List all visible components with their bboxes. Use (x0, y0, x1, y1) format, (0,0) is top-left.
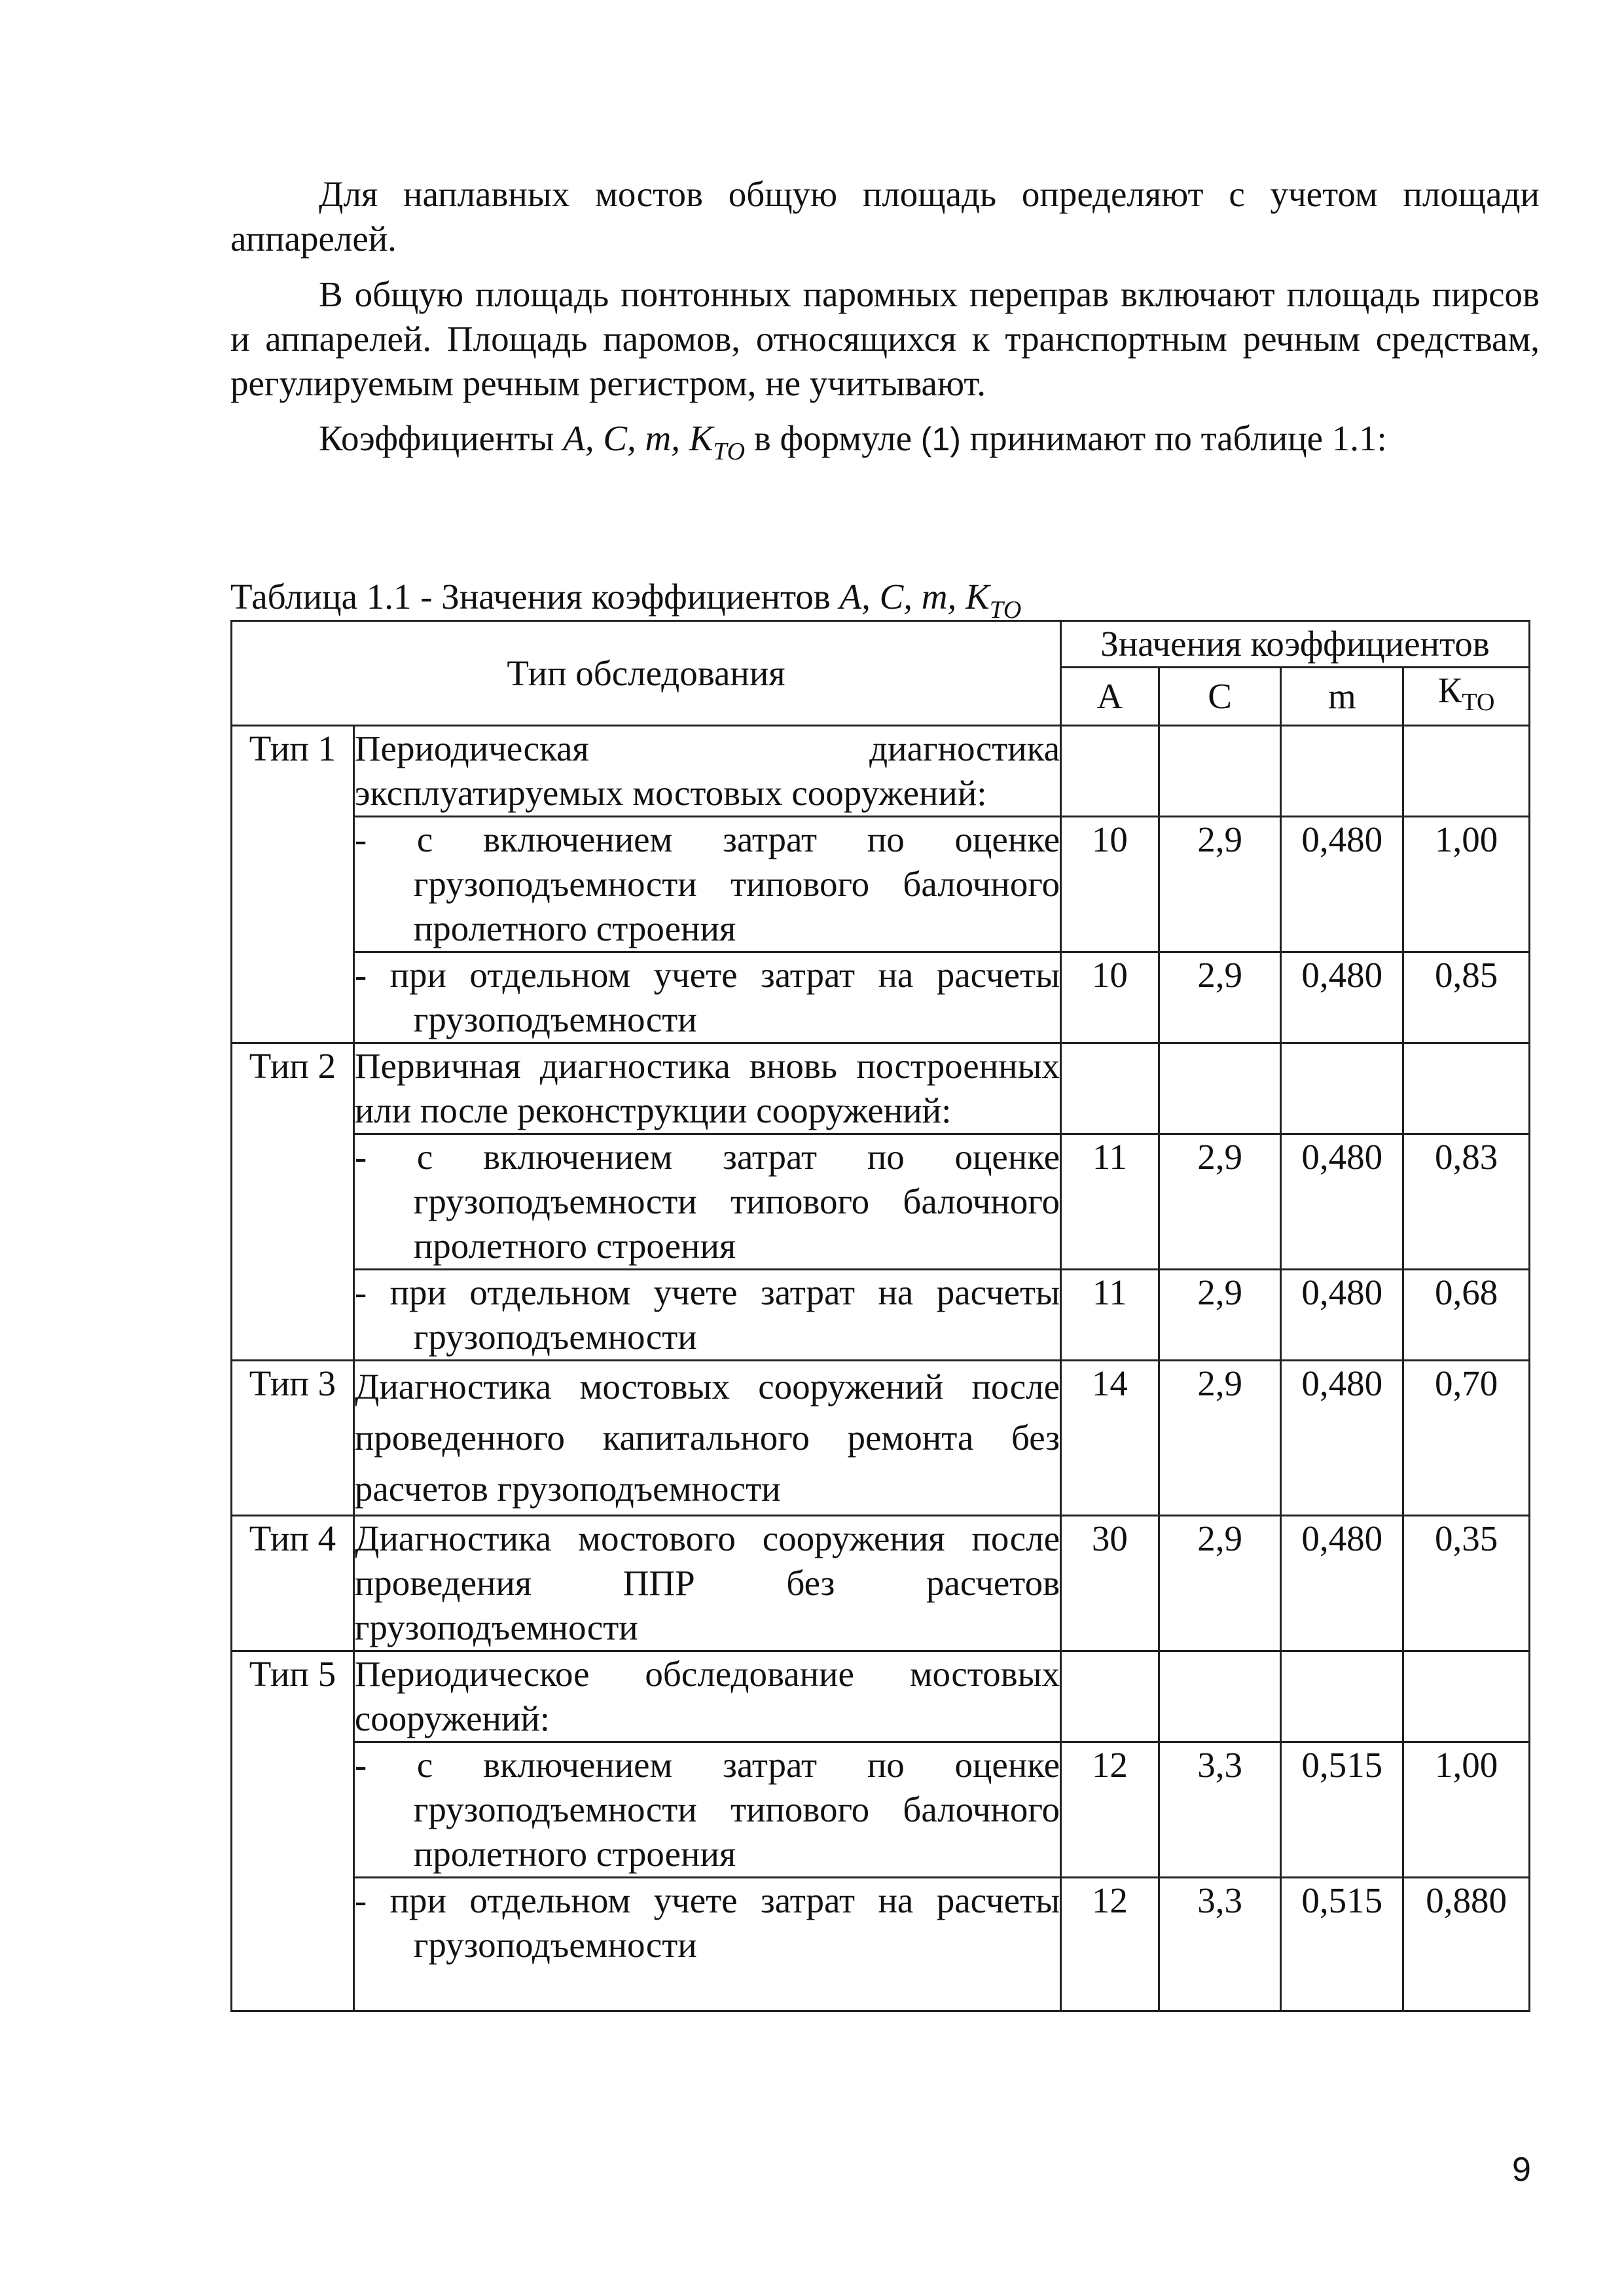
value-k: 0,70 (1403, 1361, 1530, 1516)
paragraph-ferry-crossings (230, 272, 1540, 406)
value-a: 11 (1061, 1270, 1159, 1361)
table-row (232, 1361, 1530, 1516)
header-c: С (1159, 668, 1281, 726)
description-cell: Первичная диагностика вновь построенных или после реконструкции сооружений: (353, 1043, 1060, 1134)
value-m: 0,480 (1281, 1270, 1403, 1361)
type-cell: Тип 1 (232, 726, 354, 1043)
description-cell (353, 1878, 1060, 2011)
value-a: 11 (1061, 1134, 1159, 1270)
coefficient-symbols: A, C, m, K (563, 418, 713, 458)
caption-subscript: ТО (989, 596, 1022, 624)
value-a: 10 (1061, 817, 1159, 952)
description-cell (353, 817, 1060, 952)
value-m: 0,480 (1281, 952, 1403, 1043)
sub-item-text: - при отдельном учете затрат на расчеты грузоподъемности (354, 1272, 1060, 1357)
value-a: 14 (1061, 1361, 1159, 1516)
symbol-subscript: ТО (713, 438, 746, 465)
text-fragment: в формуле (745, 418, 921, 458)
value-k: 0,83 (1403, 1134, 1530, 1270)
value-c: 2,9 (1159, 817, 1281, 952)
value-m: 0,515 (1281, 1742, 1403, 1878)
sub-item-text: - при отдельном учете затрат на расчеты грузоподъемности (354, 1880, 1060, 1965)
table-row (232, 952, 1530, 1043)
table-row (232, 817, 1530, 952)
value-c: 2,9 (1159, 1361, 1281, 1516)
description-cell (353, 1742, 1060, 1878)
type-cell: Тип 2 (232, 1043, 354, 1361)
table-row (232, 1742, 1530, 1878)
caption-symbols: A, C, m, K (839, 577, 990, 617)
type-cell: Тип 5 (232, 1651, 354, 2011)
value-k: 0,68 (1403, 1270, 1530, 1361)
description-cell: Диагностика мостовых сооружений после проведенного капитального ремонта без расчетов грузоподъемности (353, 1361, 1060, 1516)
description-cell (353, 1270, 1060, 1361)
table-row (232, 1516, 1530, 1651)
value-a: 12 (1061, 1742, 1159, 1878)
header-k (1403, 668, 1530, 726)
header-type: Тип обследования (232, 621, 1061, 726)
value-a: 30 (1061, 1516, 1159, 1651)
value-a: 12 (1061, 1878, 1159, 2011)
header-k-letter: К (1437, 670, 1462, 710)
value-k: 1,00 (1403, 1742, 1530, 1878)
description-cell: Периодическая диагностика эксплуатируемых мостовых сооружений: (353, 726, 1060, 817)
description-cell (353, 1134, 1060, 1270)
formula-reference: (1) (920, 421, 961, 457)
value-c: 3,3 (1159, 1742, 1281, 1878)
text-fragment: принимают по таблице 1.1: (960, 418, 1387, 458)
type-cell: Тип 3 (232, 1361, 354, 1516)
sub-item-text: - с включением затрат по оценке грузоподъемности типового балочного пролетного строения (354, 819, 1060, 948)
table-header-row (232, 621, 1530, 668)
value-c: 2,9 (1159, 1516, 1281, 1651)
value-k: 1,00 (1403, 817, 1530, 952)
table-row (232, 726, 1530, 817)
value-m: 0,480 (1281, 1134, 1403, 1270)
description-cell: Диагностика мостового сооружения после проведения ППР без расчетов грузоподъемности (353, 1516, 1060, 1651)
table-row (232, 1878, 1530, 2011)
description-cell: Периодическое обследование мостовых сооружений: (353, 1651, 1060, 1742)
value-c: 2,9 (1159, 952, 1281, 1043)
table-row (232, 1270, 1530, 1361)
paragraph-text: Для наплавных мостов общую площадь определяют с учетом площади аппарелей. (230, 174, 1540, 259)
header-m: m (1281, 668, 1403, 726)
table-row (232, 1134, 1530, 1270)
value-k: 0,880 (1403, 1878, 1530, 2011)
value-m: 0,515 (1281, 1878, 1403, 2011)
header-k-subscript: ТО (1462, 689, 1495, 716)
paragraph-text: В общую площадь понтонных паромных переправ включают площадь пирсов и аппарелей. Площадь паромов, относящихся к транспортным речным средствам, регулируемым речным регистром, не учитывают. (230, 274, 1540, 403)
value-m: 0,480 (1281, 1361, 1403, 1516)
header-values-group: Значения коэффициентов (1061, 621, 1530, 668)
value-c: 2,9 (1159, 1134, 1281, 1270)
value-m: 0,480 (1281, 1516, 1403, 1651)
sub-item-text: - с включением затрат по оценке грузоподъемности типового балочного пролетного строения (354, 1137, 1060, 1266)
value-c: 2,9 (1159, 1270, 1281, 1361)
text-fragment: Коэффициенты (319, 418, 564, 458)
sub-item-text: - при отдельном учете затрат на расчеты грузоподъемности (354, 955, 1060, 1039)
value-c: 3,3 (1159, 1878, 1281, 2011)
sub-item-text: - с включением затрат по оценке грузоподъемности типового балочного пролетного строения (354, 1745, 1060, 1874)
paragraph-pontoon-bridges (230, 172, 1540, 261)
paragraph-coefficients (230, 416, 1540, 474)
value-m: 0,480 (1281, 817, 1403, 952)
coefficients-table (230, 620, 1530, 2012)
type-cell: Тип 4 (232, 1516, 354, 1651)
header-a: А (1061, 668, 1159, 726)
table-row (232, 1043, 1530, 1134)
value-k: 0,35 (1403, 1516, 1530, 1651)
caption-text: Таблица 1.1 - Значения коэффициентов (230, 577, 840, 617)
description-cell (353, 952, 1060, 1043)
page-number: 9 (1512, 2151, 1531, 2189)
table-row (232, 1651, 1530, 1742)
value-k: 0,85 (1403, 952, 1530, 1043)
value-a: 10 (1061, 952, 1159, 1043)
